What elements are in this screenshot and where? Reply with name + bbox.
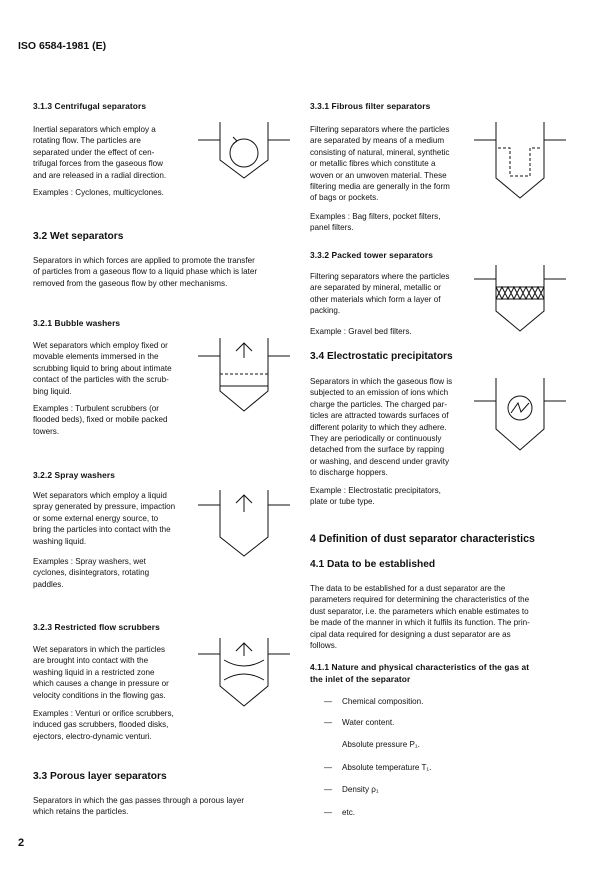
heading-3-4: 3.4 Electrostatic precipitators (310, 351, 453, 362)
cyclone-separator-figure (198, 120, 298, 195)
heading-3-2-1: 3.2.1 Bubble washers (33, 318, 121, 328)
heading-3-2-2: 3.2.2 Spray washers (33, 470, 115, 480)
heading-3-1-3: 3.1.3 Centrifugal separators (33, 101, 147, 111)
text-3-2-1: Wet separators which employ fixed or movable elements immersed in the scrubbing liquid to bring about intimate contact of the particles with the scrub- bing liquid. (33, 341, 172, 396)
spray-washer-figure (198, 490, 298, 570)
heading-3-3-2: 3.3.2 Packed tower separators (310, 250, 434, 260)
text-3-3-1: Filtering separators where the particles are separated by means of a medium consisting of natural, mineral, synthetic or metallic fibres which constitute a woven or an unwoven material. These filtering media are generally in the form of bags or pockets. (310, 125, 450, 203)
heading-3-2-3: 3.2.3 Restricted flow scrubbers (33, 622, 160, 632)
text-3-2-3: Wet separators in which the particles are brought into contact with the washing liquid in a restricted zone which causes a change in pressure or velocity conditions in the flowing gas. (33, 645, 169, 700)
text-4-1: The data to be established for a dust separator are the parameters required for determining the characteristics of the dust separator, i.e. the parameters which enable estimates to be made of the manner in which it fulfils its function. The prin- cipal data required for designing a dust separator are as follows. (310, 584, 530, 651)
text-3-2-2: Wet separators which employ a liquid spray generated by pressure, impaction or some external energy source, to bring the particles into contact with the washing liquid. (33, 491, 176, 546)
heading-3-2: 3.2 Wet separators (33, 231, 124, 242)
heading-4-1-1: 4.1.1 Nature and physical characteristics of the gas at the inlet of the separator (310, 662, 530, 684)
examples-3-2-3: Examples : Venturi or orifice scrubbers, induced gas scrubbers, flooded disks, ejectors, electro-dynamic venturi. (33, 709, 174, 741)
list-item-dash: — (324, 808, 333, 817)
examples-3-3-1: Examples : Bag filters, pocket filters, panel filters. (310, 212, 441, 233)
list-item-absolute-temperature: Absolute temperature T₁. (342, 763, 432, 772)
list-item-water-content: Water content. (342, 718, 395, 727)
examples-3-3-2: Example : Gravel bed filters. (310, 327, 412, 336)
restricted-flow-scrubber-figure (198, 638, 298, 720)
list-item-chemical-composition: Chemical composition. (342, 697, 424, 706)
text-3-1-3: Inertial separators which employ a rotating flow. The particles are separated under the effect of cen- trifugal forces from the gaseous flow and are released in a radial direction. (33, 125, 167, 180)
text-3-2: Separators in which forces are applied to promote the transfer of particles from a gaseous flow to a liquid phase which is later removed from the gaseous flow by other mechanisms. (33, 256, 258, 288)
list-item-etc: etc. (342, 808, 356, 817)
fibrous-filter-figure (474, 122, 574, 212)
heading-3-3: 3.3 Porous layer separators (33, 771, 167, 782)
text-3-4: Separators in which the gaseous flow is subjected to an emission of ions which charge the particles. The charged par- ticles are attracted towards surfaces of different polarity to which they adhere. They are periodically or continuously detached from the surface by rapping or washing, and descend under gravity to discharge hoppers. (310, 377, 453, 478)
list-item-dash: — (324, 763, 333, 772)
examples-3-2-2: Examples : Spray washers, wet cyclones, disintegrators, rotating paddles. (33, 557, 150, 589)
examples-3-1-3: Examples : Cyclones, multicyclones. (33, 188, 164, 197)
page-header: ISO 6584-1981 (E) (18, 40, 107, 52)
examples-3-4: Example : Electrostatic precipitators, plate or tube type. (310, 486, 441, 507)
list-item-dash: — (324, 718, 333, 727)
heading-4-1: 4.1 Data to be established (310, 559, 436, 570)
text-3-3: Separators in which the gas passes through a porous layer which retains the particles. (33, 796, 245, 817)
heading-4: 4 Definition of dust separator characteristics (310, 533, 535, 545)
list-item-dash: — (324, 785, 333, 794)
page-number: 2 (18, 837, 25, 849)
electrostatic-precipitator-figure (474, 375, 574, 463)
list-item-density: Density ρ₁ (342, 785, 379, 794)
text-3-3-2: Filtering separators where the particles are separated by mineral, metallic or other materials which form a layer of packing. (310, 272, 450, 316)
heading-3-3-1: 3.3.1 Fibrous filter separators (310, 101, 431, 111)
list-item-absolute-pressure: Absolute pressure P₁. (342, 740, 420, 749)
packed-tower-figure (474, 265, 574, 345)
bubble-washer-figure (198, 338, 298, 428)
examples-3-2-1: Examples : Turbulent scrubbers (or flooded beds), fixed or mobile packed towers. (33, 404, 168, 436)
list-item-dash: — (324, 697, 333, 706)
